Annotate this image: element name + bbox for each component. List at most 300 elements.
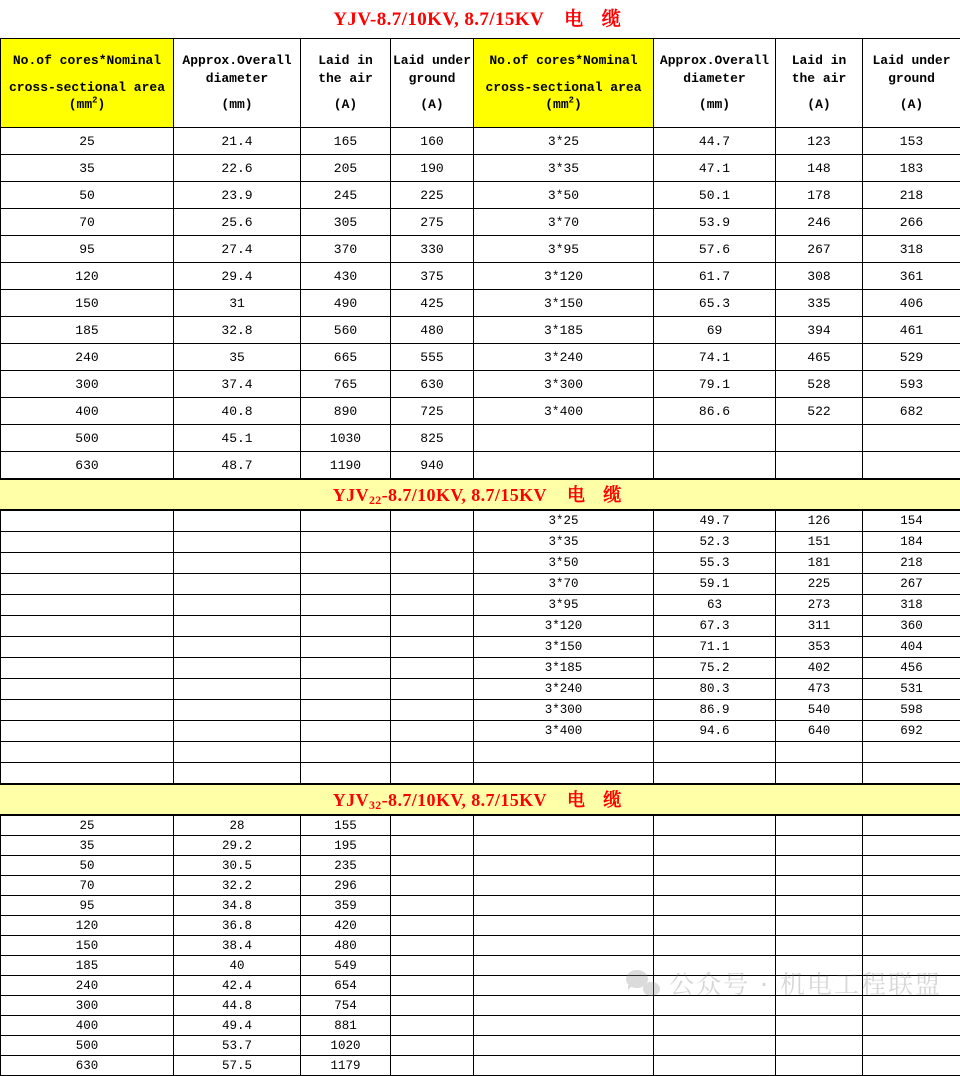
table-row xyxy=(1,637,960,658)
table-cell-dia-r: 50.1 xyxy=(654,182,776,209)
table-cell-empty xyxy=(474,956,654,976)
table-cell-empty xyxy=(654,816,776,836)
table-row xyxy=(1,816,960,836)
table-cell-empty xyxy=(174,511,301,532)
table-cell-empty xyxy=(776,876,863,896)
table-cell-empty xyxy=(301,511,391,532)
table-cell-empty xyxy=(391,1056,474,1076)
table-cell-empty xyxy=(301,763,391,784)
section-title-yjv-cn: 电 缆 xyxy=(564,8,627,30)
table-cell-spec-r: 3*300 xyxy=(474,371,654,398)
table-cell-gnd-r: 593 xyxy=(863,371,960,398)
header-line2: cross-sectional area xyxy=(474,79,653,97)
table-cell-air-l: 1179 xyxy=(301,1056,391,1076)
header-unit-close: ) xyxy=(97,97,105,112)
table-cell-empty xyxy=(391,532,474,553)
table-cell-dia-r: 53.9 xyxy=(654,209,776,236)
table-cell-air-r: 540 xyxy=(776,700,863,721)
table-cell-empty xyxy=(863,1056,960,1076)
table-cell-air-r: 528 xyxy=(776,371,863,398)
table-cell-empty xyxy=(474,916,654,936)
header-line1: Approx.Overall xyxy=(654,52,775,70)
section-title-yjv22 xyxy=(0,479,960,510)
table-cell-empty xyxy=(863,452,960,479)
table-cell-dia-l: 29.2 xyxy=(174,836,301,856)
table-cell-empty xyxy=(391,700,474,721)
table-cell-empty xyxy=(174,595,301,616)
table-cell-air-r: 181 xyxy=(776,553,863,574)
table-cell-dia-l: 57.5 xyxy=(174,1056,301,1076)
table-cell-spec-l: 35 xyxy=(1,836,174,856)
table-cell-air-r: 640 xyxy=(776,721,863,742)
table-cell-empty xyxy=(863,976,960,996)
table-row xyxy=(1,452,960,479)
table-cell-dia-r: 63 xyxy=(654,595,776,616)
table-row xyxy=(1,1016,960,1036)
table-cell-empty xyxy=(776,856,863,876)
table-cell-spec-l: 50 xyxy=(1,856,174,876)
table-cell-empty xyxy=(174,637,301,658)
table-cell-dia-l: 38.4 xyxy=(174,936,301,956)
table-cell-dia-l: 40.8 xyxy=(174,398,301,425)
header-line1: Laid under xyxy=(391,52,473,70)
table-cell-spec-l: 120 xyxy=(1,263,174,290)
table-cell-empty xyxy=(174,763,301,784)
header-line1: Laid in xyxy=(776,52,862,70)
table-cell-spec-l: 300 xyxy=(1,996,174,1016)
header-unit-sup: 2 xyxy=(569,96,574,106)
table-cell-dia-r: 47.1 xyxy=(654,155,776,182)
table-cell-empty xyxy=(863,896,960,916)
table-cell-empty xyxy=(391,956,474,976)
table-cell-gnd-r: 456 xyxy=(863,658,960,679)
table-cell-air-l: 165 xyxy=(301,128,391,155)
table-cell-empty xyxy=(776,896,863,916)
table-cell-empty xyxy=(863,742,960,763)
table-cell-dia-r: 75.2 xyxy=(654,658,776,679)
table-row xyxy=(1,553,960,574)
table-cell-air-l: 359 xyxy=(301,896,391,916)
table-row xyxy=(1,128,960,155)
table-cell-air-r: 465 xyxy=(776,344,863,371)
table-cell-gnd-l: 940 xyxy=(391,452,474,479)
table-cell-air-l: 245 xyxy=(301,182,391,209)
table-cell-dia-r: 52.3 xyxy=(654,532,776,553)
header-spacer xyxy=(1,70,173,79)
table-cell-gnd-l: 375 xyxy=(391,263,474,290)
table-cell-dia-l: 28 xyxy=(174,816,301,836)
header-cell-spec-left xyxy=(1,39,174,128)
table-cell-spec-l: 95 xyxy=(1,896,174,916)
table-cell-dia-r: 49.7 xyxy=(654,511,776,532)
table-cell-spec-l: 25 xyxy=(1,816,174,836)
table-cell-dia-l: 37.4 xyxy=(174,371,301,398)
table-cell-spec-l: 400 xyxy=(1,398,174,425)
table-cell-air-l: 1190 xyxy=(301,452,391,479)
table-cell-gnd-l: 160 xyxy=(391,128,474,155)
table-cell-spec-r: 3*240 xyxy=(474,679,654,700)
table-cell-empty xyxy=(863,425,960,452)
table-cell-air-r: 473 xyxy=(776,679,863,700)
table-cell-spec-r: 3*150 xyxy=(474,637,654,658)
table-cell-gnd-l: 330 xyxy=(391,236,474,263)
table-cell-air-r: 402 xyxy=(776,658,863,679)
table-cell-empty xyxy=(391,916,474,936)
table-cell-spec-l: 150 xyxy=(1,290,174,317)
table-cell-air-l: 1020 xyxy=(301,1036,391,1056)
table-cell-empty xyxy=(776,1016,863,1036)
table-cell-gnd-r: 361 xyxy=(863,263,960,290)
header-line2: ground xyxy=(391,70,473,88)
table-cell-spec-l: 630 xyxy=(1,1056,174,1076)
table-cell-dia-l: 34.8 xyxy=(174,896,301,916)
header-line1: No.of cores*Nominal xyxy=(1,52,173,70)
table-cell-empty xyxy=(301,721,391,742)
header-unit: (mm) xyxy=(654,96,775,114)
table-cell-empty xyxy=(654,996,776,1016)
table-cell-empty xyxy=(301,574,391,595)
table-cell-gnd-l: 555 xyxy=(391,344,474,371)
table-row xyxy=(1,956,960,976)
table-cell-empty xyxy=(1,616,174,637)
table-cell-empty xyxy=(776,996,863,1016)
table-cell-empty xyxy=(863,1016,960,1036)
table-row xyxy=(1,425,960,452)
table-cell-empty xyxy=(474,896,654,916)
table-cell-dia-r: 86.6 xyxy=(654,398,776,425)
table-cell-dia-l: 30.5 xyxy=(174,856,301,876)
table-cell-empty xyxy=(474,1016,654,1036)
table-cell-empty xyxy=(1,658,174,679)
header-spacer xyxy=(776,87,862,96)
header-spacer xyxy=(301,87,390,96)
table-cell-empty xyxy=(1,553,174,574)
table-cell-air-r: 522 xyxy=(776,398,863,425)
table-cell-air-l: 155 xyxy=(301,816,391,836)
table-cell-empty xyxy=(1,721,174,742)
table-cell-spec-l: 35 xyxy=(1,155,174,182)
table-cell-empty xyxy=(1,511,174,532)
table-cell-empty xyxy=(863,996,960,1016)
table-row xyxy=(1,836,960,856)
header-line2: the air xyxy=(776,70,862,88)
table-cell-air-l: 549 xyxy=(301,956,391,976)
table-cell-spec-r: 3*300 xyxy=(474,700,654,721)
table-cell-empty xyxy=(474,452,654,479)
table-row xyxy=(1,876,960,896)
header-unit-sup: 2 xyxy=(92,96,97,106)
table-cell-empty xyxy=(776,816,863,836)
table-cell-dia-r: 79.1 xyxy=(654,371,776,398)
table-cell-gnd-r: 318 xyxy=(863,236,960,263)
table-cell-empty xyxy=(474,742,654,763)
table-cell-gnd-r: 531 xyxy=(863,679,960,700)
header-line1: No.of cores*Nominal xyxy=(474,52,653,70)
header-line1: Laid in xyxy=(301,52,390,70)
table-cell-air-l: 480 xyxy=(301,936,391,956)
table-row xyxy=(1,209,960,236)
table-row xyxy=(1,182,960,209)
table-row xyxy=(1,511,960,532)
table-cell-dia-r: 57.6 xyxy=(654,236,776,263)
table-cell-spec-l: 500 xyxy=(1,1036,174,1056)
table-cell-dia-r: 71.1 xyxy=(654,637,776,658)
table-body-yjv xyxy=(1,128,960,479)
table-cell-empty xyxy=(391,816,474,836)
table-cell-empty xyxy=(174,658,301,679)
table-cell-empty xyxy=(654,425,776,452)
table-cell-empty xyxy=(654,936,776,956)
table-cell-gnd-r: 153 xyxy=(863,128,960,155)
table-cell-gnd-r: 682 xyxy=(863,398,960,425)
table-cell-gnd-r: 183 xyxy=(863,155,960,182)
table-cell-gnd-r: 318 xyxy=(863,595,960,616)
table-cell-empty xyxy=(654,1036,776,1056)
table-cell-spec-r: 3*70 xyxy=(474,574,654,595)
section-title-yjv22-prefix: YJV xyxy=(333,485,369,505)
table-cell-dia-r: 61.7 xyxy=(654,263,776,290)
header-line1: Laid under xyxy=(863,52,960,70)
table-cell-empty xyxy=(301,553,391,574)
table-cell-gnd-l: 825 xyxy=(391,425,474,452)
table-cell-empty xyxy=(776,763,863,784)
header-spacer xyxy=(654,87,775,96)
table-cell-air-l: 205 xyxy=(301,155,391,182)
table-cell-empty xyxy=(174,616,301,637)
table-cell-dia-l: 45.1 xyxy=(174,425,301,452)
table-cell-empty xyxy=(1,763,174,784)
header-unit: (A) xyxy=(301,96,390,114)
table-cell-air-r: 394 xyxy=(776,317,863,344)
table-cell-air-r: 267 xyxy=(776,236,863,263)
table-cell-empty xyxy=(391,553,474,574)
table-cell-empty xyxy=(776,1036,863,1056)
table-cell-empty xyxy=(174,700,301,721)
table-cell-dia-r: 65.3 xyxy=(654,290,776,317)
section-title-yjv32 xyxy=(0,784,960,815)
table-cell-empty xyxy=(391,1036,474,1056)
table-cell-dia-l: 32.8 xyxy=(174,317,301,344)
table-cell-empty xyxy=(391,996,474,1016)
header-line2: the air xyxy=(301,70,390,88)
table-cell-empty xyxy=(391,742,474,763)
table-cell-spec-r: 3*185 xyxy=(474,658,654,679)
header-unit: (A) xyxy=(776,96,862,114)
table-header-row xyxy=(1,39,960,128)
section-title-yjv32-cn: 电 缆 xyxy=(567,790,627,811)
table-cell-spec-l: 70 xyxy=(1,209,174,236)
table-row xyxy=(1,263,960,290)
section-title-yjv22-cn: 电 缆 xyxy=(567,485,627,506)
table-cell-dia-r: 67.3 xyxy=(654,616,776,637)
table-cell-empty xyxy=(474,836,654,856)
table-cell-dia-l: 44.8 xyxy=(174,996,301,1016)
table-body-yjv22 xyxy=(1,511,960,784)
table-cell-spec-l: 25 xyxy=(1,128,174,155)
table-cell-empty xyxy=(654,1056,776,1076)
header-unit xyxy=(474,96,653,114)
table-cell-air-l: 195 xyxy=(301,836,391,856)
table-cell-dia-l: 36.8 xyxy=(174,916,301,936)
header-unit: (mm) xyxy=(174,96,300,114)
table-cell-empty xyxy=(654,916,776,936)
table-body-yjv32 xyxy=(1,816,960,1076)
section-title-yjv xyxy=(0,0,960,38)
table-cell-spec-r: 3*25 xyxy=(474,128,654,155)
table-cell-air-l: 296 xyxy=(301,876,391,896)
table-cell-gnd-r: 461 xyxy=(863,317,960,344)
table-cell-dia-r: 80.3 xyxy=(654,679,776,700)
table-cell-gnd-r: 154 xyxy=(863,511,960,532)
table-cell-gnd-r: 598 xyxy=(863,700,960,721)
table-cell-dia-l: 48.7 xyxy=(174,452,301,479)
table-row xyxy=(1,896,960,916)
table-row xyxy=(1,1036,960,1056)
table-cell-empty xyxy=(391,763,474,784)
table-cell-air-l: 235 xyxy=(301,856,391,876)
table-cell-air-r: 225 xyxy=(776,574,863,595)
table-cell-gnd-r: 360 xyxy=(863,616,960,637)
table-cell-spec-r: 3*120 xyxy=(474,263,654,290)
table-cell-spec-r: 3*120 xyxy=(474,616,654,637)
table-cell-empty xyxy=(474,876,654,896)
table-cell-spec-r: 3*70 xyxy=(474,209,654,236)
table-cell-empty xyxy=(863,876,960,896)
header-cell-diameter-right xyxy=(654,39,776,128)
table-cell-empty xyxy=(1,700,174,721)
table-cell-empty xyxy=(391,936,474,956)
header-unit xyxy=(1,96,173,114)
table-cell-empty xyxy=(776,916,863,936)
table-cell-empty xyxy=(654,956,776,976)
table-cell-empty xyxy=(654,763,776,784)
table-cell-empty xyxy=(654,452,776,479)
table-cell-dia-l: 35 xyxy=(174,344,301,371)
table-cell-spec-l: 300 xyxy=(1,371,174,398)
header-unit-text: (mm xyxy=(69,97,92,112)
table-cell-empty xyxy=(391,876,474,896)
table-cell-spec-l: 185 xyxy=(1,317,174,344)
table-yjv22 xyxy=(0,510,960,784)
table-row xyxy=(1,371,960,398)
table-cell-spec-l: 150 xyxy=(1,936,174,956)
table-cell-gnd-r: 266 xyxy=(863,209,960,236)
table-cell-gnd-l: 725 xyxy=(391,398,474,425)
header-cell-ground-left xyxy=(391,39,474,128)
table-cell-air-r: 123 xyxy=(776,128,863,155)
table-cell-empty xyxy=(301,658,391,679)
header-spacer xyxy=(174,87,300,96)
table-cell-empty xyxy=(301,637,391,658)
table-cell-spec-r: 3*150 xyxy=(474,290,654,317)
table-cell-dia-l: 53.7 xyxy=(174,1036,301,1056)
table-cell-spec-l: 240 xyxy=(1,344,174,371)
table-cell-empty xyxy=(174,532,301,553)
header-unit-text: (mm xyxy=(545,97,568,112)
table-cell-air-r: 126 xyxy=(776,511,863,532)
table-cell-spec-r: 3*25 xyxy=(474,511,654,532)
table-cell-empty xyxy=(301,679,391,700)
table-cell-spec-l: 500 xyxy=(1,425,174,452)
table-cell-empty xyxy=(654,876,776,896)
section-title-yjv22-sub: 22 xyxy=(369,493,382,507)
table-cell-empty xyxy=(174,574,301,595)
table-cell-empty xyxy=(391,637,474,658)
table-cell-spec-r: 3*35 xyxy=(474,532,654,553)
header-line2: ground xyxy=(863,70,960,88)
header-unit-close: ) xyxy=(574,97,582,112)
header-spacer xyxy=(863,87,960,96)
table-cell-air-l: 430 xyxy=(301,263,391,290)
table-row xyxy=(1,856,960,876)
table-row xyxy=(1,1056,960,1076)
table-cell-gnd-l: 225 xyxy=(391,182,474,209)
table-cell-air-r: 308 xyxy=(776,263,863,290)
table-cell-dia-r: 55.3 xyxy=(654,553,776,574)
table-cell-empty xyxy=(474,816,654,836)
table-cell-empty xyxy=(301,700,391,721)
table-row xyxy=(1,721,960,742)
table-cell-air-l: 370 xyxy=(301,236,391,263)
table-cell-empty xyxy=(654,856,776,876)
table-cell-air-l: 765 xyxy=(301,371,391,398)
header-cell-air-left xyxy=(301,39,391,128)
table-cell-empty xyxy=(863,1036,960,1056)
table-cell-spec-r: 3*95 xyxy=(474,595,654,616)
table-cell-empty xyxy=(474,856,654,876)
table-row xyxy=(1,398,960,425)
table-cell-empty xyxy=(174,553,301,574)
table-row xyxy=(1,976,960,996)
header-cell-ground-right xyxy=(863,39,960,128)
table-cell-empty xyxy=(776,956,863,976)
table-cell-empty xyxy=(1,637,174,658)
table-yjv32 xyxy=(0,815,960,1076)
table-cell-empty xyxy=(301,742,391,763)
header-line2: diameter xyxy=(174,70,300,88)
table-cell-empty xyxy=(1,574,174,595)
table-cell-spec-r: 3*50 xyxy=(474,182,654,209)
table-cell-empty xyxy=(391,595,474,616)
table-cell-dia-r: 74.1 xyxy=(654,344,776,371)
table-cell-spec-r: 3*50 xyxy=(474,553,654,574)
table-row xyxy=(1,742,960,763)
table-cell-air-l: 881 xyxy=(301,1016,391,1036)
table-cell-air-r: 148 xyxy=(776,155,863,182)
header-unit: (A) xyxy=(863,96,960,114)
table-cell-empty xyxy=(776,452,863,479)
table-cell-air-r: 151 xyxy=(776,532,863,553)
table-cell-spec-l: 400 xyxy=(1,1016,174,1036)
table-row xyxy=(1,344,960,371)
table-cell-air-l: 654 xyxy=(301,976,391,996)
table-cell-spec-r: 3*240 xyxy=(474,344,654,371)
table-cell-gnd-r: 267 xyxy=(863,574,960,595)
table-cell-gnd-r: 218 xyxy=(863,553,960,574)
table-cell-dia-r: 86.9 xyxy=(654,700,776,721)
header-line1: Approx.Overall xyxy=(174,52,300,70)
table-row xyxy=(1,595,960,616)
table-cell-gnd-l: 275 xyxy=(391,209,474,236)
table-cell-gnd-l: 630 xyxy=(391,371,474,398)
table-cell-empty xyxy=(391,1016,474,1036)
header-spacer xyxy=(474,70,653,79)
table-cell-empty xyxy=(863,956,960,976)
table-cell-air-l: 305 xyxy=(301,209,391,236)
table-row xyxy=(1,155,960,182)
table-row xyxy=(1,700,960,721)
table-cell-air-r: 335 xyxy=(776,290,863,317)
